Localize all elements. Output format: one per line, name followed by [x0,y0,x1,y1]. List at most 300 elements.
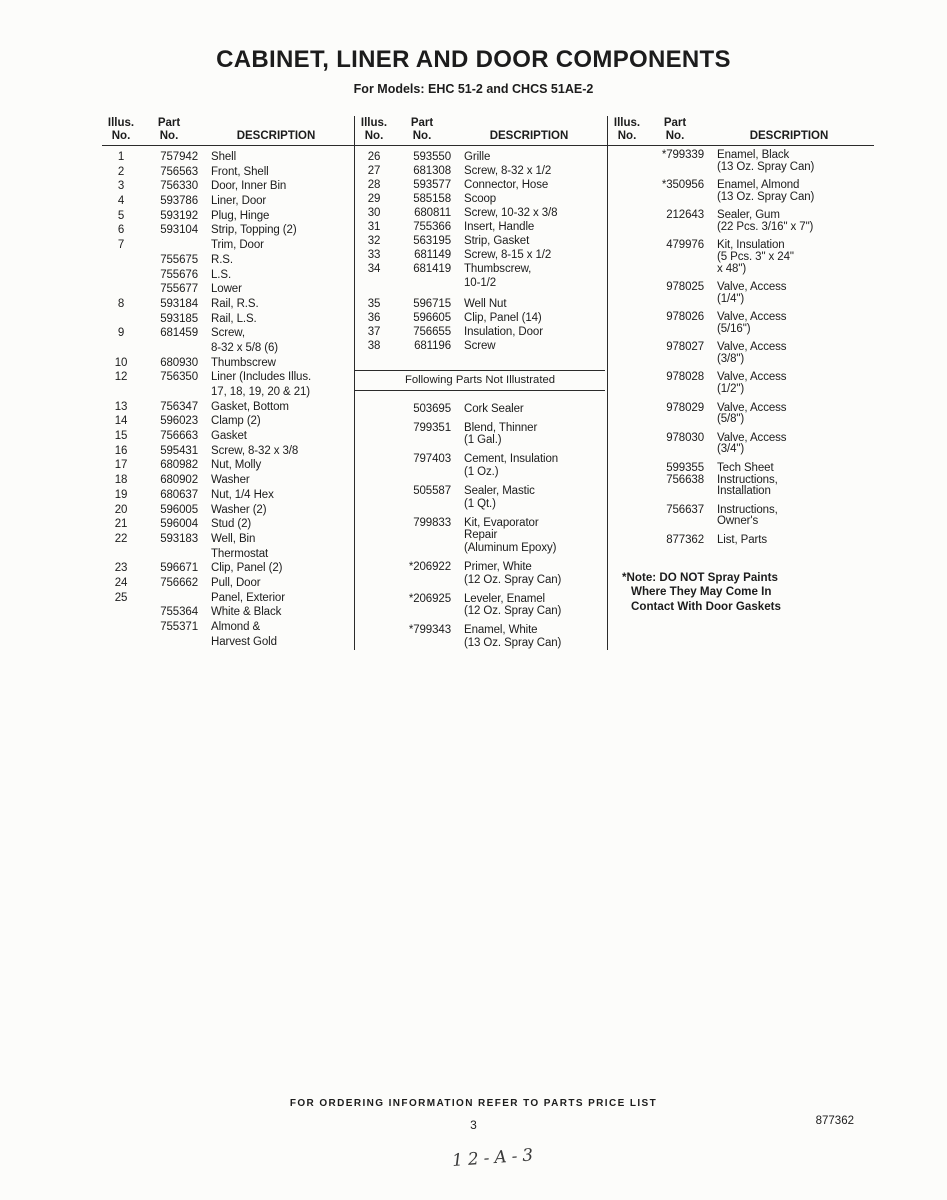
table-row [355,466,607,479]
table-row [102,414,354,429]
illus-no-cell [355,574,393,587]
column-body [355,146,607,650]
illus-no-cell: 9 [117,327,125,340]
illus-no-cell [102,620,140,635]
description-cell: Washer (2) [211,503,267,516]
description-header-spacer [198,117,354,130]
part-no-cell: 756347 [160,400,198,413]
illus-no-cell [355,593,393,606]
table-row [355,339,607,353]
table-row [102,165,354,180]
part-no-cell [140,341,198,356]
note-line: Contact With Door Gaskets [631,600,781,614]
part-no-cell: 593185 [160,312,198,325]
illus-no-cell [608,384,646,396]
description-cell: Connector, Hose [464,179,549,191]
description-header: DESCRIPTION [236,130,316,142]
description-cell: Nut, Molly [211,459,262,472]
part-no-cell: 755675 [160,253,198,266]
table-row [608,354,874,366]
description-cell: Clip, Panel (2) [211,562,283,575]
description-cell: Front, Shell [211,165,269,178]
table-row [102,561,354,576]
part-no-header: No. [412,130,432,142]
part-no-cell [140,635,198,650]
description-cell: Liner (Includes Illus. [211,371,312,384]
part-no-cell [140,238,198,253]
table-row [102,488,354,503]
part-no-header: Part [663,117,687,129]
part-no-cell [646,414,704,426]
description-cell: Enamel, Black [717,149,790,161]
part-no-cell [646,264,704,276]
part-no-cell [393,434,451,447]
description-cell: (12 Oz. Spray Can) [464,605,562,618]
column-header [102,116,354,146]
illus-no-cell [608,433,646,445]
illus-no-cell: 1 [117,151,125,163]
illus-no-cell [608,403,646,415]
description-cell: L.S. [211,268,232,281]
part-no-cell: 756350 [160,371,198,384]
part-no-header: No. [665,130,685,142]
table-row [102,150,354,165]
part-no-cell: *206925 [408,592,451,605]
illus-no-cell [608,222,646,234]
table-row [355,178,607,192]
description-header: DESCRIPTION [489,130,569,142]
illus-no-cell [608,505,646,517]
header-line-1 [608,117,874,130]
description-cell: Shell [211,151,237,163]
part-no-cell [393,637,451,650]
part-no-cell: 596671 [160,562,198,575]
description-header: DESCRIPTION [749,130,829,142]
table-row [102,635,354,650]
description-cell: Lower [211,283,242,296]
description-cell: Valve, Access [717,311,787,324]
part-no-cell: 756663 [160,430,198,443]
illus-no-cell [608,192,646,204]
illus-no-cell [102,253,140,268]
parts-column-1 [102,116,354,650]
page-title: CABINET, LINER AND DOOR COMPONENTS [216,46,731,73]
description-cell: (13 Oz. Spray Can) [464,636,562,649]
table-row [102,370,354,385]
illus-no-cell [102,282,140,297]
part-no-cell: 756655 [413,325,451,338]
illus-no-header: Illus. [107,117,135,129]
description-cell: Rail, L.S. [211,312,257,325]
illus-no-cell [608,535,646,547]
illus-no-cell: 18 [114,474,128,487]
table-row [102,458,354,473]
illus-no-cell [608,210,646,222]
table-row [102,179,354,194]
description-cell: x 48") [717,262,747,275]
table-row [102,253,354,268]
description-cell: Door, Inner Bin [211,180,287,193]
illus-no-cell [102,268,140,283]
description-cell: White & Black [211,606,282,619]
table-row [355,637,607,650]
description-cell: Gasket, Bottom [211,400,289,413]
description-cell: (1/2") [717,383,745,396]
illus-no-cell [608,240,646,252]
table-row [355,234,607,248]
illus-no-cell: 21 [114,518,128,531]
header-line-2 [608,130,874,143]
part-no-cell: 593183 [160,532,198,545]
description-cell: Liner, Door [211,195,267,208]
table-row [355,498,607,511]
table-row [608,414,874,426]
illus-no-cell [608,150,646,162]
description-cell: Washer [211,474,250,487]
description-cell: (5 Pcs. 3" x 24" [717,251,794,264]
illus-no-cell [102,605,140,620]
table-row [102,297,354,312]
illus-no-cell [102,341,140,356]
description-cell: Insulation, Door [464,325,543,338]
illus-no-cell [355,276,393,290]
table-row [102,385,354,400]
part-no-cell: 505587 [413,484,451,497]
illus-no-cell: 2 [117,165,125,178]
parts-table [102,116,874,650]
description-cell: Primer, White [464,560,532,573]
table-row [355,262,607,276]
table-row [102,341,354,356]
description-cell: Tech Sheet [717,461,774,474]
part-no-cell [393,574,451,587]
table-row [608,264,874,276]
description-cell: Screw [464,339,496,352]
spray-paint-note [608,571,874,615]
illus-no-cell [608,354,646,366]
illus-no-cell [608,162,646,174]
illus-no-cell: 7 [117,239,125,252]
illus-no-cell [608,516,646,528]
part-no-cell [646,486,704,498]
table-row [608,516,874,528]
illus-no-cell: 16 [114,444,128,457]
description-cell: (Aluminum Epoxy) [464,541,557,554]
part-no-cell: 593104 [160,224,198,237]
description-cell: Cork Sealer [464,402,524,415]
description-cell: Harvest Gold [211,635,277,648]
part-no-cell [646,162,704,174]
table-row [102,356,354,371]
part-no-cell [393,498,451,511]
table-row [102,620,354,635]
part-no-cell: 479976 [666,239,704,252]
table-row [355,164,607,178]
illus-no-cell [608,372,646,384]
description-cell: Screw, 8-32 x 3/8 [211,444,299,457]
description-cell: Almond & [211,621,261,633]
table-row [102,547,354,562]
table-row [608,324,874,336]
description-cell: Plug, Hinge [211,209,270,222]
part-no-cell: 681308 [413,165,451,177]
part-no-cell: 596605 [413,311,451,324]
description-cell: Valve, Access [717,371,787,384]
parts-column-3 [607,116,874,650]
illus-no-cell [102,312,140,327]
description-cell: Screw, 8-32 x 1/2 [464,165,552,177]
description-cell: (1 Gal.) [464,434,502,447]
table-row [102,209,354,224]
description-cell: (22 Pcs. 3/16" x 7") [717,220,814,233]
part-no-cell: *799339 [661,149,704,161]
part-no-cell [646,444,704,456]
description-cell: (5/8") [717,413,745,426]
part-no-cell: 593184 [160,297,198,310]
table-row [355,403,607,416]
ordering-info-note: FOR ORDERING INFORMATION REFER TO PARTS PRICE LIST [289,1098,658,1109]
part-no-cell [393,529,451,542]
description-cell: Blend, Thinner [464,421,538,434]
part-no-cell: 596023 [160,415,198,428]
column-header [608,116,874,146]
illus-no-cell [608,486,646,498]
description-cell: Gasket [211,430,247,443]
illus-no-cell [355,498,393,511]
description-cell: Sealer, Gum [717,209,780,222]
illus-no-cell: 5 [117,209,125,222]
part-no-cell: 799833 [413,516,451,529]
table-row [608,222,874,234]
part-no-cell: 680902 [160,474,198,487]
part-no-cell [140,385,198,400]
table-row [355,297,607,311]
illus-no-cell: 32 [367,235,381,247]
description-cell: 8-32 x 5/8 (6) [211,341,278,354]
description-cell: Well, Bin [211,532,256,545]
description-cell: Leveler, Enamel [464,592,545,605]
table-row [102,282,354,297]
illus-no-cell [608,463,646,475]
illus-no-cell: 27 [367,165,381,177]
description-cell: Owner's [717,515,759,528]
part-no-cell [646,252,704,264]
description-cell: (1 Oz.) [464,465,499,478]
description-cell: Nut, 1/4 Hex [211,488,274,501]
illus-no-header: No. [111,130,131,142]
part-no-cell [393,276,451,290]
table-row [102,517,354,532]
illus-no-header: Illus. [613,117,641,129]
part-no-cell: *799343 [408,624,451,637]
illus-no-cell [608,324,646,336]
illus-no-cell [355,542,393,555]
part-no-cell: 212643 [666,209,704,222]
part-no-cell: 756330 [160,180,198,193]
part-no-cell: 680811 [414,207,451,219]
description-cell: (1 Qt.) [464,497,496,510]
models-subtitle: For Models: EHC 51-2 and CHCS 51AE-2 [353,82,594,96]
table-row [355,542,607,555]
illus-no-cell [355,453,393,466]
illus-no-cell: 31 [367,221,381,233]
description-cell: Clip, Panel (14) [464,311,542,324]
table-row [355,276,607,290]
illus-no-cell [355,529,393,542]
description-cell: Clamp (2) [211,415,261,428]
part-no-header: Part [157,117,181,129]
description-cell: Insert, Handle [464,221,535,233]
illus-no-cell [608,414,646,426]
illus-no-cell: 15 [114,430,128,443]
part-no-cell: 503695 [413,402,451,415]
column-body [608,146,874,615]
illus-no-cell: 17 [114,459,128,472]
table-row [102,268,354,283]
description-cell: (1/4") [717,292,745,305]
table-row [102,194,354,209]
table-row [102,591,354,606]
table-row [355,248,607,262]
description-cell: (3/8") [717,353,745,366]
illus-no-cell [608,294,646,306]
description-cell: Kit, Insulation [717,239,785,252]
illus-no-cell: 37 [367,325,381,338]
description-cell: Strip, Topping (2) [211,224,297,237]
illus-no-cell [608,342,646,354]
description-cell: (5/16") [717,323,751,336]
description-cell: Valve, Access [717,431,787,444]
illus-no-cell [355,434,393,447]
part-no-cell: *206922 [408,560,451,573]
part-no-cell: 756662 [160,576,198,589]
table-row [608,294,874,306]
illus-no-cell [355,624,393,637]
column-header [355,116,607,146]
part-no-header: Part [410,117,434,129]
table-row [355,206,607,220]
illus-no-cell: 12 [114,371,128,384]
part-no-cell: 595431 [160,444,198,457]
description-cell: Screw, [211,327,245,340]
part-no-cell: 593786 [160,195,198,208]
table-row [355,422,607,435]
description-cell: Strip, Gasket [464,235,530,247]
description-cell: Panel, Exterior [211,591,285,604]
part-no-cell: 681459 [160,327,198,340]
table-row [355,624,607,637]
description-cell: Cement, Insulation [464,453,559,466]
description-cell: Sealer, Mastic [464,484,535,497]
description-cell: Pull, Door [211,576,261,589]
illus-no-header: No. [364,130,384,142]
description-header-spacer [451,117,607,130]
table-row [355,529,607,542]
illus-no-cell [355,466,393,479]
note-line: Where They May Come In [631,585,772,599]
illus-no-cell [355,605,393,618]
part-no-cell: 877362 [666,533,704,546]
description-cell: (12 Oz. Spray Can) [464,573,562,586]
illus-no-cell: 14 [114,415,128,428]
part-no-cell: 755676 [160,268,198,281]
part-no-cell: 563195 [413,235,451,247]
illus-no-cell: 19 [114,488,128,501]
part-no-cell: 978026 [666,311,704,324]
description-cell: Grille [464,151,491,163]
part-no-cell: 593577 [413,179,451,191]
table-row [355,453,607,466]
illus-no-cell: 25 [114,591,128,604]
illus-no-cell [608,475,646,487]
part-no-cell: 799351 [413,421,451,434]
table-row [102,605,354,620]
description-cell: (13 Oz. Spray Can) [717,160,815,173]
table-row [355,434,607,447]
part-no-cell: 757942 [160,151,198,163]
table-row [355,150,607,164]
part-no-cell: 593550 [413,151,451,163]
part-no-cell: 978028 [666,371,704,384]
illus-no-header: Illus. [360,117,388,129]
part-no-cell: 755364 [160,606,198,619]
part-no-cell [646,384,704,396]
illus-no-cell [608,444,646,456]
table-row [102,532,354,547]
illus-no-cell: 10 [114,356,128,369]
illus-no-cell [355,517,393,530]
description-cell: R.S. [211,253,233,266]
illus-no-header: No. [617,130,637,142]
page-number: 3 [470,1118,477,1132]
table-row [102,503,354,518]
description-header-spacer [704,117,874,130]
description-cell: Rail, R.S. [211,297,259,310]
description-cell: Thumbscrew, [464,263,532,275]
illus-no-cell [355,403,393,416]
table-row [355,220,607,234]
description-cell: Thermostat [211,547,269,560]
description-cell: Well Nut [464,297,507,310]
illus-no-cell: 30 [367,207,381,219]
doc-number: 877362 [815,1115,854,1127]
part-no-header: No. [159,130,179,142]
part-no-cell [646,354,704,366]
header-line-1 [355,117,607,130]
part-no-cell: 756563 [160,165,198,178]
illus-no-cell: 24 [114,576,128,589]
part-no-cell: 756638 [666,473,704,486]
description-cell: (13 Oz. Spray Can) [717,190,815,203]
part-no-cell: *350956 [661,179,704,192]
part-no-cell [646,516,704,528]
table-row [608,162,874,174]
table-row [608,463,874,475]
description-cell: (3/4") [717,443,745,456]
illus-no-cell: 4 [117,195,125,208]
part-no-cell: 599355 [666,461,704,474]
part-no-cell: 680982 [160,459,198,472]
table-row [102,576,354,591]
table-row [608,384,874,396]
part-no-cell: 585158 [413,193,451,205]
table-row [355,605,607,618]
parts-column-2 [354,116,607,650]
description-cell: Instructions, [717,503,778,516]
illus-no-cell [608,180,646,192]
illus-no-cell: 3 [117,180,125,193]
illus-no-cell: 34 [367,263,381,275]
